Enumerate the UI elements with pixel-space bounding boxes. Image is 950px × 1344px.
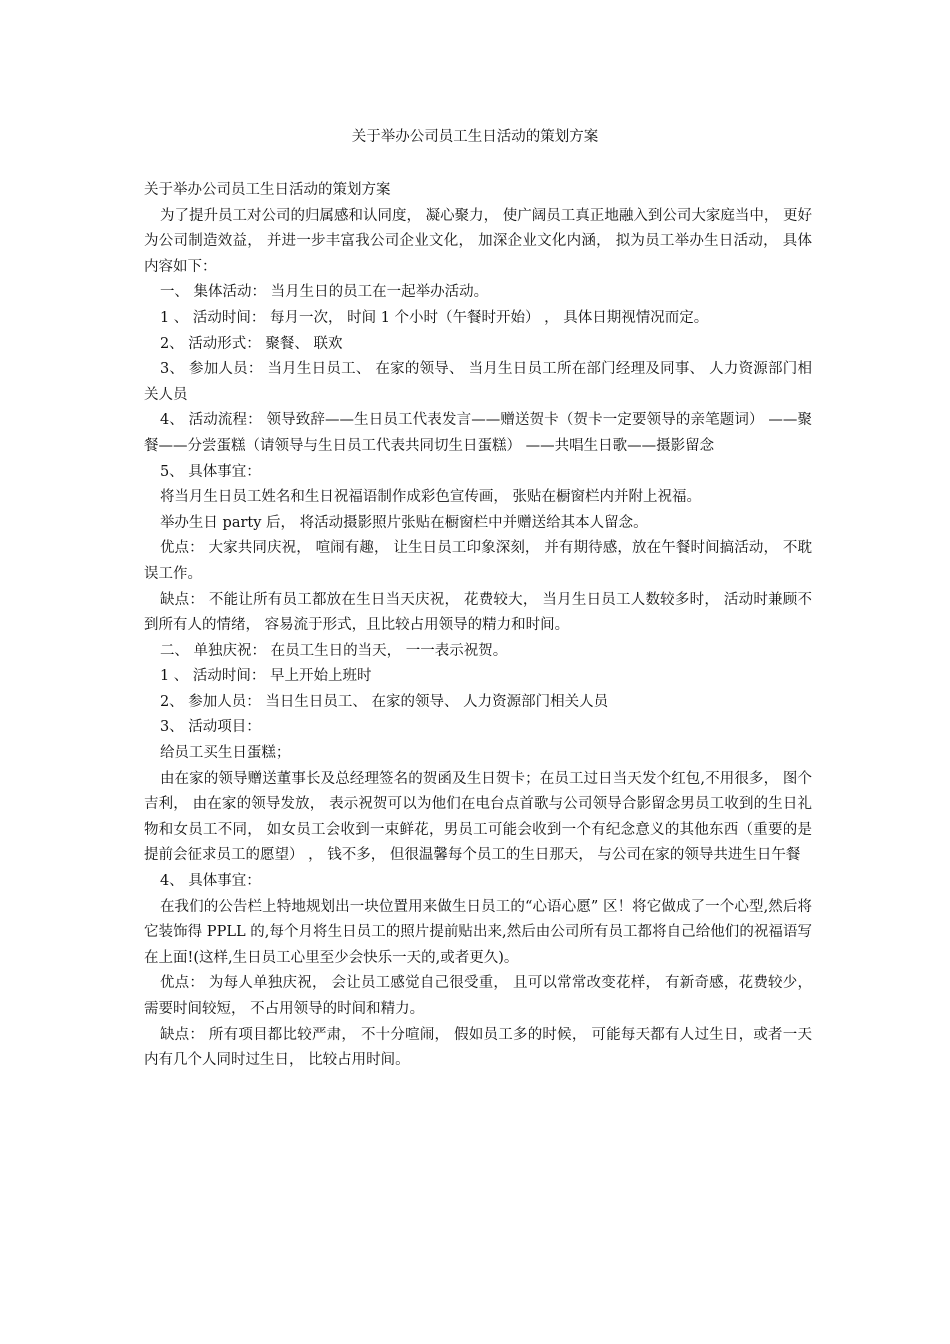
document-title: 关于举办公司员工生日活动的策划方案 [351,129,599,145]
document-paragraph: 给员工买生日蛋糕； [159,745,291,762]
document-paragraph: 一、 集体活动： 当月生日的员工在一起举办活动。 [159,284,489,301]
document-paragraph: 1 、 活动时间： 每月一次， 时间 1 个小时（午餐时开始） ， 具体日期视情况而定。 [159,309,709,326]
document-paragraph: 4、 具体事宜： [159,873,261,890]
document-paragraph: 1 、 活动时间： 早上开始上班时 [159,668,372,685]
document-paragraph: 3、 活动项目： [159,719,261,736]
document-paragraph: 4、 活动流程： 领导致辞——生日员工代表发言——赠送贺卡（贺卡一定要领导的亲笔题词） ——聚餐——分尝蛋糕（请领导与生日员工代表共同切生日蛋糕） ——共唱生日歌——摄影留念 [144,412,812,454]
document-paragraph: 为了提升员工对公司的归属感和认同度， 凝心聚力， 使广阔员工真正地融入到公司大家庭当中， 更好为公司制造效益， 并进一步丰富我公司企业文化， 加深企业文化内涵， 拟为员工举办生日活动， 具体内容如下： [144,207,812,275]
document-paragraph: 关于举办公司员工生日活动的策划方案 [144,182,391,198]
document-paragraph: 缺点： 所有项目都比较严肃， 不十分喧闹， 假如员工多的时候， 可能每天都有人过生日，或者一天内有几个人同时过生日， 比较占用时间。 [144,1026,812,1069]
document-paragraph: 3、 参加人员： 当月生日员工、 在家的领导、 当月生日员工所在部门经理及同事、 人力资源部门相关人员 [144,361,812,403]
document-body [144,178,812,1074]
document-paragraph: 举办生日 party 后， 将活动摄影照片张贴在橱窗栏中并赠送给其本人留念。 [159,514,648,531]
document-paragraph: 5、 具体事宜： [159,463,261,480]
document-paragraph: 在我们的公告栏上特地规划出一块位置用来做生日员工的“心语心愿” 区！将它做成了一个心型,然后将它装饰得 PPLL 的,每个月将生日员工的照片提前贴出来,然后由公司所有员工都将自己给他们的祝福语写在上面!(这样,生日员工心里至少会快乐一天的,或者更久)。 [144,898,812,966]
document-paragraph: 缺点： 不能让所有员工都放在生日当天庆祝， 花费较大， 当月生日员工人数较多时， 活动时兼顾不到所有人的情绪， 容易流于形式，且比较占用领导的精力和时间。 [144,591,812,634]
document-paragraph: 优点： 大家共同庆祝， 喧闹有趣， 让生日员工印象深刻， 并有期待感，放在午餐时间搞活动， 不耽误工作。 [144,540,812,582]
document-paragraph: 2、 活动形式： 聚餐、 联欢 [159,335,343,352]
document-paragraph: 由在家的领导赠送董事长及总经理签名的贺函及生日贺卡；在员工过日当天发个红包,不用很多， 图个吉利， 由在家的领导发放， 表示祝贺可以为他们在电台点首歌与公司领导合影留念男员工收到的生日礼物和女员工不同， 如女员工会收到一束鲜花，男员工可能会收到一个有纪念意义的其他东西（重要的是提前会征求员工的愿望） ， 钱不多， 但很温馨每个员工的生日那天， 与公司在家的领导共进生日午餐 [144,770,812,864]
document-paragraph: 优点： 为每人单独庆祝， 会让员工感觉自己很受重， 且可以常常改变花样， 有新奇感，花费较少， 需要时间较短， 不占用领导的时间和精力。 [144,975,812,1017]
document-paragraph: 将当月生日员工姓名和生日祝福语制作成彩色宣传画， 张贴在橱窗栏内并附上祝福。 [159,489,702,506]
document-paragraph: 2、 参加人员： 当日生日员工、 在家的领导、 人力资源部门相关人员 [159,693,609,710]
document-paragraph: 二、 单独庆祝： 在员工生日的当天， 一一表示祝贺。 [159,642,508,659]
